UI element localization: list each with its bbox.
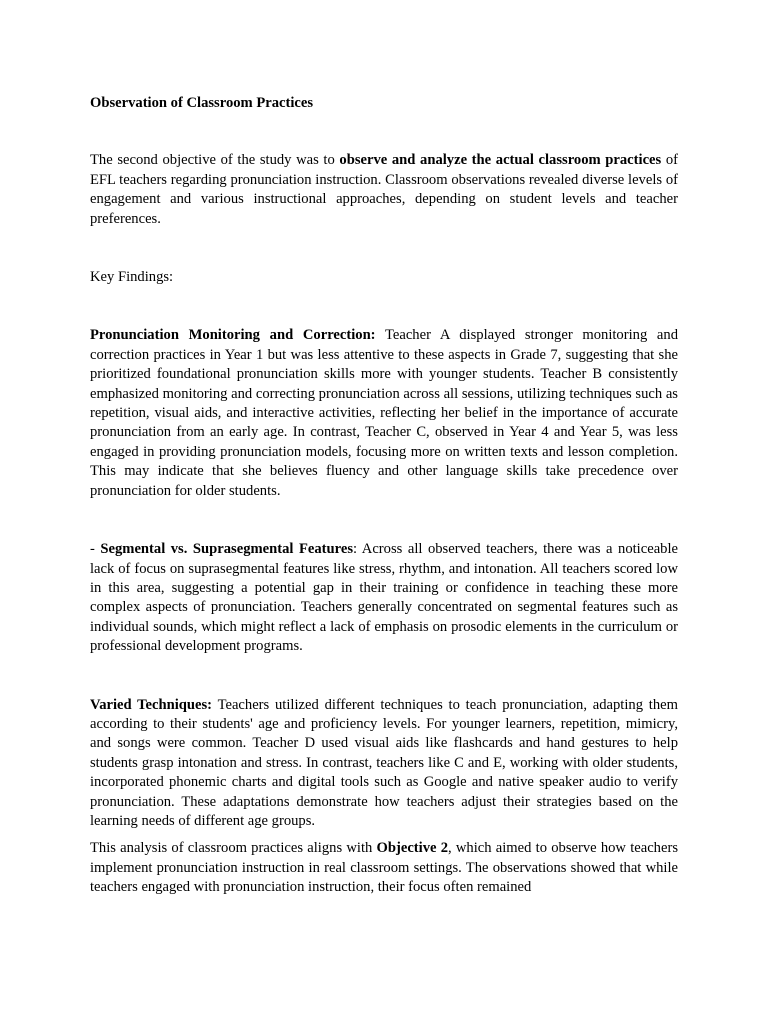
finding-features-paragraph xyxy=(90,540,678,656)
analysis-paragraph xyxy=(90,839,678,897)
finding-techniques-paragraph xyxy=(90,696,678,832)
intro-paragraph xyxy=(90,151,678,229)
finding-features-heading: Segmental vs. Suprasegmental Features xyxy=(100,541,354,558)
key-findings-label: Key Findings: xyxy=(90,269,174,286)
intro-bold-phrase: observe and analyze the actual classroom practices xyxy=(339,152,662,169)
finding-features-prefix: - xyxy=(90,541,101,558)
analysis-text-end: , which aimed to observe how teachers implement pronunciation instruction in real classroom settings. The observations showed that while teachers engaged with pronunciation instruction, their focus often remained xyxy=(90,840,678,896)
intro-text-end: of EFL teachers regarding pronunciation instruction. Classroom observations revealed diverse levels of engagement and various instructional approaches, depending on student levels and teacher preferences. xyxy=(90,152,679,227)
finding-monitoring-heading: Pronunciation Monitoring and Correction: xyxy=(90,327,376,344)
analysis-bold-objective: Objective 2 xyxy=(376,840,449,857)
document-title: Observation of Classroom Practices xyxy=(90,95,314,111)
intro-text-start: The second objective of the study was to xyxy=(90,152,340,169)
finding-techniques-heading: Varied Techniques: xyxy=(90,696,213,713)
finding-monitoring-paragraph xyxy=(90,326,678,501)
analysis-text-start: This analysis of classroom practices aligns with xyxy=(90,840,377,857)
document-page xyxy=(90,94,678,898)
finding-features-text: : Across all observed teachers, there was a noticeable lack of focus on suprasegmental features like stress, rhythm, and intonation. All teachers scored low in this area, suggesting a potential gap in their training or confidence in teaching these more complex aspects of pronunciation. Teachers generally concentrated on segmental features such as individual sounds, which might reflect a lack of emphasis on prosodic elements in the curriculum or professional development programs. xyxy=(90,541,678,655)
finding-monitoring-text: Teacher A displayed stronger monitoring and correction practices in Year 1 but was less attentive to these aspects in Grade 7, suggesting that she prioritized foundational pronunciation skills more with younger students. Teacher B consistently emphasized monitoring and correcting pronunciation across all sessions, utilizing techniques such as repetition, visual aids, and interactive activities, reflecting her belief in the importance of accurate pronunciation from an early age. In contrast, Teacher C, observed in Year 4 and Year 5, was less engaged in providing pronunciation models, focusing more on written texts and lesson completion. This may indicate that she believes fluency and other language skills take precedence over pronunciation for older students. xyxy=(90,327,678,499)
finding-techniques-text: Teachers utilized different techniques to teach pronunciation, adapting them according to their students' age and proficiency levels. For younger learners, repetition, mimicry, and songs were common. Teacher D used visual aids like flashcards and hand gestures to help students grasp intonation and stress. In contrast, teachers like C and E, working with older students, incorporated phonemic charts and digital tools such as Google and native speaker audio to verify pronunciation. These adaptations demonstrate how teachers adjust their strategies based on the learning needs of different age groups. xyxy=(90,696,678,829)
